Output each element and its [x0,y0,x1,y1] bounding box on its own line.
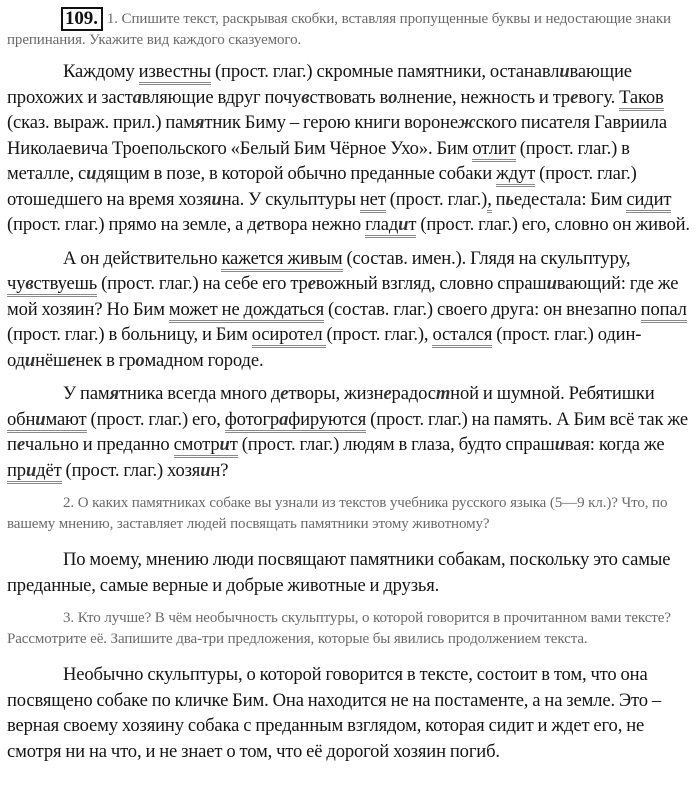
predicate: дёт [36,460,61,484]
predicate: Таков [619,87,664,111]
predicate: фотогр [225,409,279,433]
predicate: мают [45,409,86,433]
predicate: чу [7,273,25,297]
task-3-text: 3. Кто лучше? В чём необычность скульптуры, о которой говорится в прочитанном вами тексте? Рассмотрите её. Запишите два-три предложения, которые бы явились продолжением текста. [7,610,671,647]
predicate: попал [641,299,687,323]
inserted-letter: и [200,459,211,481]
inserted-letter: е [307,273,316,294]
paragraph-2: А он действительно кажется живым (состав. имен.). Глядя на скульптуру, чувствуешь (прост. глаг.) на себе его тревожный взгляд, словно спрашивающий: где же мой хозяин? Но Бим может не дождаться (состав. глаг.) своего друга: он внезапно попал (прост. глаг.) в больницу, и Бим осиротел (прост. глаг.), остался (прост. глаг.) один-одинёшенек в громадном городе. [7,247,687,371]
inserted-letter: е [16,434,25,455]
inserted-letter: и [24,349,36,371]
predicate [398,214,408,238]
exercise-number: 109. [61,7,103,31]
exercise-task-2 [7,493,692,535]
predicate: сидит [626,189,671,213]
inserted-letter: и [35,408,46,430]
inserted-punctuation: , [487,189,492,213]
predicate: остался [432,324,492,348]
predicate [279,409,288,433]
inserted-letter: я [194,112,205,133]
exercise-task-3 [7,608,692,650]
inserted-letter: о [388,86,398,108]
inserted-letter: е [280,383,289,404]
inserted-letter: и [211,188,222,210]
inserted-letter: е [383,383,392,404]
inserted-letter: в [25,273,34,294]
predicate [220,434,230,458]
task-1-text: 1. Спишите текст, раскрывая скобки, вставляя пропущенные буквы и недостающие знаки препинания. Укажите вид каждого сказуемого. [7,11,671,48]
predicate: фируются [288,409,366,433]
inserted-letter: ь [505,188,514,210]
answer-3: Необычно скульптуры, о которой говорится в тексте, состоит в том, что она посвящено собаке по кличке Бим. Она находится не на постаменте, а на земле. Это – верная своему хозяину собака с преданным взглядом, которая сидит и ждет его, не смотря ни на что, и не знает о том, что её дорогой хозяин погиб. [7,664,662,762]
inserted-letter: и [546,273,557,294]
predicate: т [230,434,238,458]
predicate: кажется живым [221,248,342,272]
inserted-letter: т [435,383,451,404]
predicate: известны [139,61,211,85]
predicate: нет [360,189,386,213]
inserted-letter: е [256,214,265,235]
inserted-letter: и [559,61,570,82]
inserted-letter: и [219,434,230,455]
inserted-letter: и [86,163,97,184]
predicate: может не дождаться [169,299,324,323]
inserted-letter: и [554,434,565,455]
predicate: обн [7,409,35,433]
predicate: т [408,214,416,238]
inserted-letter: о [135,349,145,371]
inserted-letter: и [25,459,37,481]
answer-2: По моему, мнению люди посвящают памятники собакам, поскольку это самые преданные, самые верные и добрые животные и друзья. [7,549,671,596]
paragraph-1: Каждому известны (прост. глаг.) скромные памятники, останавливающие прохожих и заставляющие вдруг почувствовать волнение, нежность и тревогу. Таков (сказ. выраж. прил.) памятник Биму – герою книги воронeжского писателя Гавриила Николаевича Троепольского «Белый Бим Чёрное Ухо». Бим отлит (прост. глаг.) в металле, сидящим в позе, в которой обычно преданные собаки ждут (прост. глаг.) отошедшего на время хозяина. У скульптуры нет (прост. глаг.), пьедестала: Бим сидит (прост. глаг.) прямо на земле, а детвора нежно гладит (прост. глаг.) его, словно он живой. [7,59,692,238]
predicate: смотр [174,434,220,458]
predicate [25,273,33,297]
inserted-letter: в [301,86,310,108]
inserted-letter: а [279,408,289,430]
predicate: отлит [472,138,515,162]
predicate [26,460,36,484]
predicate: ствуешь [34,273,98,297]
exercise-task-1 [7,6,692,51]
inserted-letter: и [398,214,409,235]
paragraph-3: У памятника всегда много детворы, жизнерадостной и шумной. Ребятишки обнимают (прост. глаг.) его, фотографируются (прост. глаг.) на память. А Бим всё так же печально и преданно смотрит (прост. глаг.) людям в глаза, будто спрашивая: когда же придёт (прост. глаг.) хозяин? [7,381,692,483]
predicate: глад [365,214,398,238]
predicate [35,409,45,433]
predicate: пр [7,460,26,484]
inserted-letter: а [132,86,142,108]
inserted-letter: е [67,349,76,371]
inserted-letter: ж [458,112,476,133]
inserted-letter: я [109,383,119,404]
task-2-text: 2. О каких памятниках собаке вы узнали из текстов учебника русского языка (5—9 кл.)? Что, по вашему мнению, заставляет людей посвящать памятники этому животному? [7,495,668,532]
inserted-letter: е [570,86,579,108]
predicate: осиротел [252,324,327,348]
predicate: ждут [496,163,535,187]
